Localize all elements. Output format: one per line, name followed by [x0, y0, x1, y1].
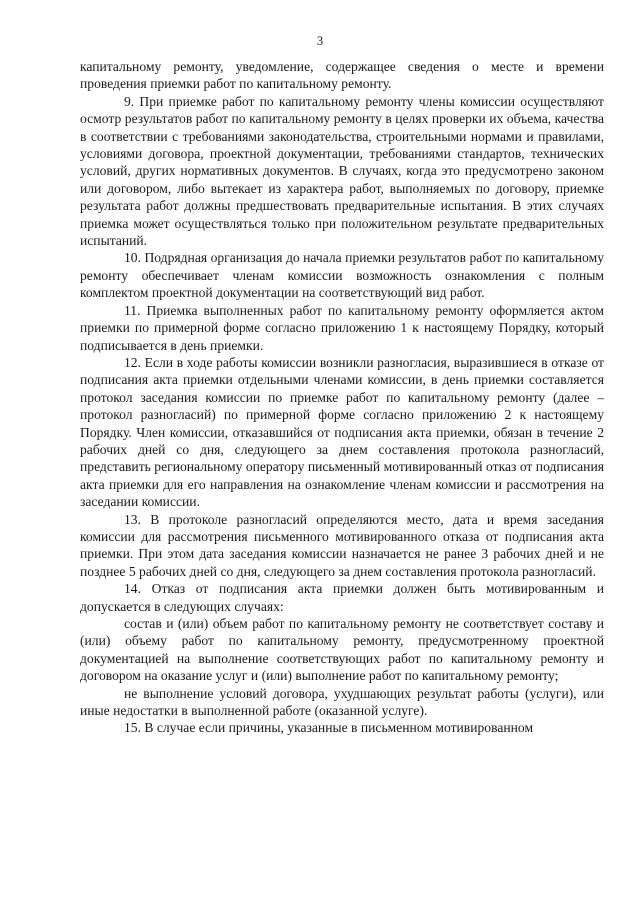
paragraph-13: 13. В протоколе разногласий определяются место, дата и время заседания комиссии для рассмотрения письменного мотивированного отказа от подписания акта приемки. При этом дата заседания комиссии назначается не ранее 3 рабочих дней и не позднее 5 рабочих дней со дня, следующего за днем составления протокола разногласий. [80, 511, 604, 579]
paragraph-continuation: капитальному ремонту, уведомление, содержащее сведения о месте и времени проведения приемки работ по капитальному ремонту. [80, 59, 604, 92]
page-number: 3 [316, 34, 324, 48]
document-body [80, 58, 604, 737]
paragraph-10: 10. Подрядная организация до начала приемки результатов работ по капитальному ремонту обеспечивает членам комиссии возможность ознакомления с полным комплектом проектной документации на соответствующий вид работ. [80, 250, 604, 301]
paragraph-9: 9. При приемке работ по капитальному ремонту члены комиссии осуществляют осмотр результатов работ по капитальному ремонту в целях проверки их объема, качества в соответствии с требованиями законодательства, строительными нормами и правилами, условиями договора, проектной документации, требованиями стандартов, технических условий, других нормативных документов. В случаях, когда это предусмотрено законом или договором, либо вытекает из характера работ, выполняемых по договору, приемке результата работ должны предшествовать предварительные испытания. В этих случаях приемка может осуществляться только при положительном результате предварительных испытаний. [80, 93, 604, 249]
paragraph-14: 14. Отказ от подписания акта приемки должен быть мотивированным и допускается в следующих случаях: [80, 581, 604, 614]
paragraph-14-case-1: состав и (или) объем работ по капитальному ремонту не соответствует составу и (или) объему работ по капитальному ремонту, предусмотренному проектной документацией на выполнение соответствующих работ по капитальному ремонту и договором на оказание услуг и (или) выполнение работ по капитальному ремонту; [80, 616, 604, 684]
paragraph-15: 15. В случае если причины, указанные в письменном мотивированном [124, 720, 534, 736]
paragraph-12: 12. Если в ходе работы комиссии возникли разногласия, выразившиеся в отказе от подписания акта приемки отдельными членами комиссии, в день приемки составляется протокол заседания комиссии по приемке работ по капитальному ремонту (далее – протокол разногласий) по примерной форме согласно приложению 2 к настоящему Порядку. Член комиссии, отказавшийся от подписания акта приемки, обязан в течение 2 рабочих дней со дня, следующего за днем составления протокола разногласий, представить региональному оператору письменный мотивированный отказ от подписания акта приемки для его направления на ознакомление членам комиссии и рассмотрения на заседании комиссии. [80, 354, 604, 510]
paragraph-11: 11. Приемка выполненных работ по капитальному ремонту оформляется актом приемки по примерной форме согласно приложению 1 к настоящему Порядку, который подписывается в день приемки. [80, 302, 604, 353]
paragraph-14-case-2: не выполнение условий договора, ухудшающих результат работы (услуги), или иные недостатки в выполненной работе (оказанной услуге). [80, 685, 604, 719]
